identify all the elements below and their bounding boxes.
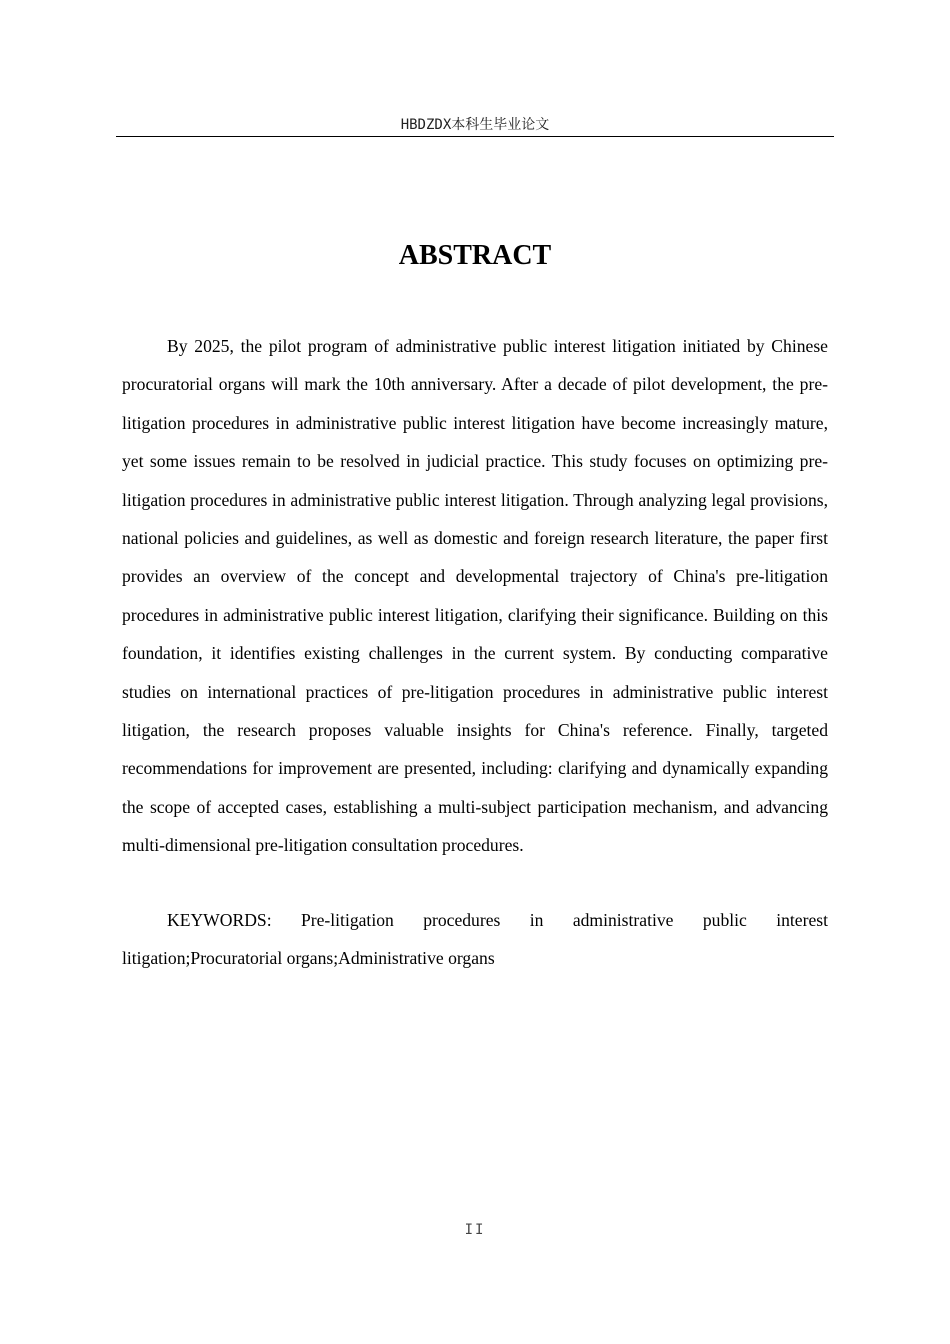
page-number: II <box>464 1222 486 1238</box>
abstract-paragraph: By 2025, the pilot program of administrative public interest litigation initiated by Chinese procuratorial organs will mark the 10th anniversary. After a decade of pilot development, the pre-litigation procedures in administrative public interest litigation have become increasingly mature, yet some issues remain to be resolved in judicial practice. This study focuses on optimizing pre-litigation procedures in administrative public interest litigation. Through analyzing legal provisions, national policies and guidelines, as well as domestic and foreign research literature, the paper first provides an overview of the concept and developmental trajectory of China's pre-litigation procedures in administrative public interest litigation, clarifying their significance. Building on this foundation, it identifies existing challenges in the current system. By conducting comparative studies on international practices of pre-litigation procedures in administrative public interest litigation, the research proposes valuable insights for China's reference. Finally, targeted recommendations for improvement are presented, including: clarifying and dynamically expanding the scope of accepted cases, establishing a multi-subject participation mechanism, and advancing multi-dimensional pre-litigation consultation procedures. <box>122 336 828 856</box>
running-header: HBDZDX本科生毕业论文 <box>116 116 834 137</box>
keywords-paragraph: KEYWORDS: Pre-litigation procedures in administrative public interest litigation;Procuratorial organs;Administrative organs <box>122 910 828 969</box>
page-title: ABSTRACT <box>398 240 552 271</box>
